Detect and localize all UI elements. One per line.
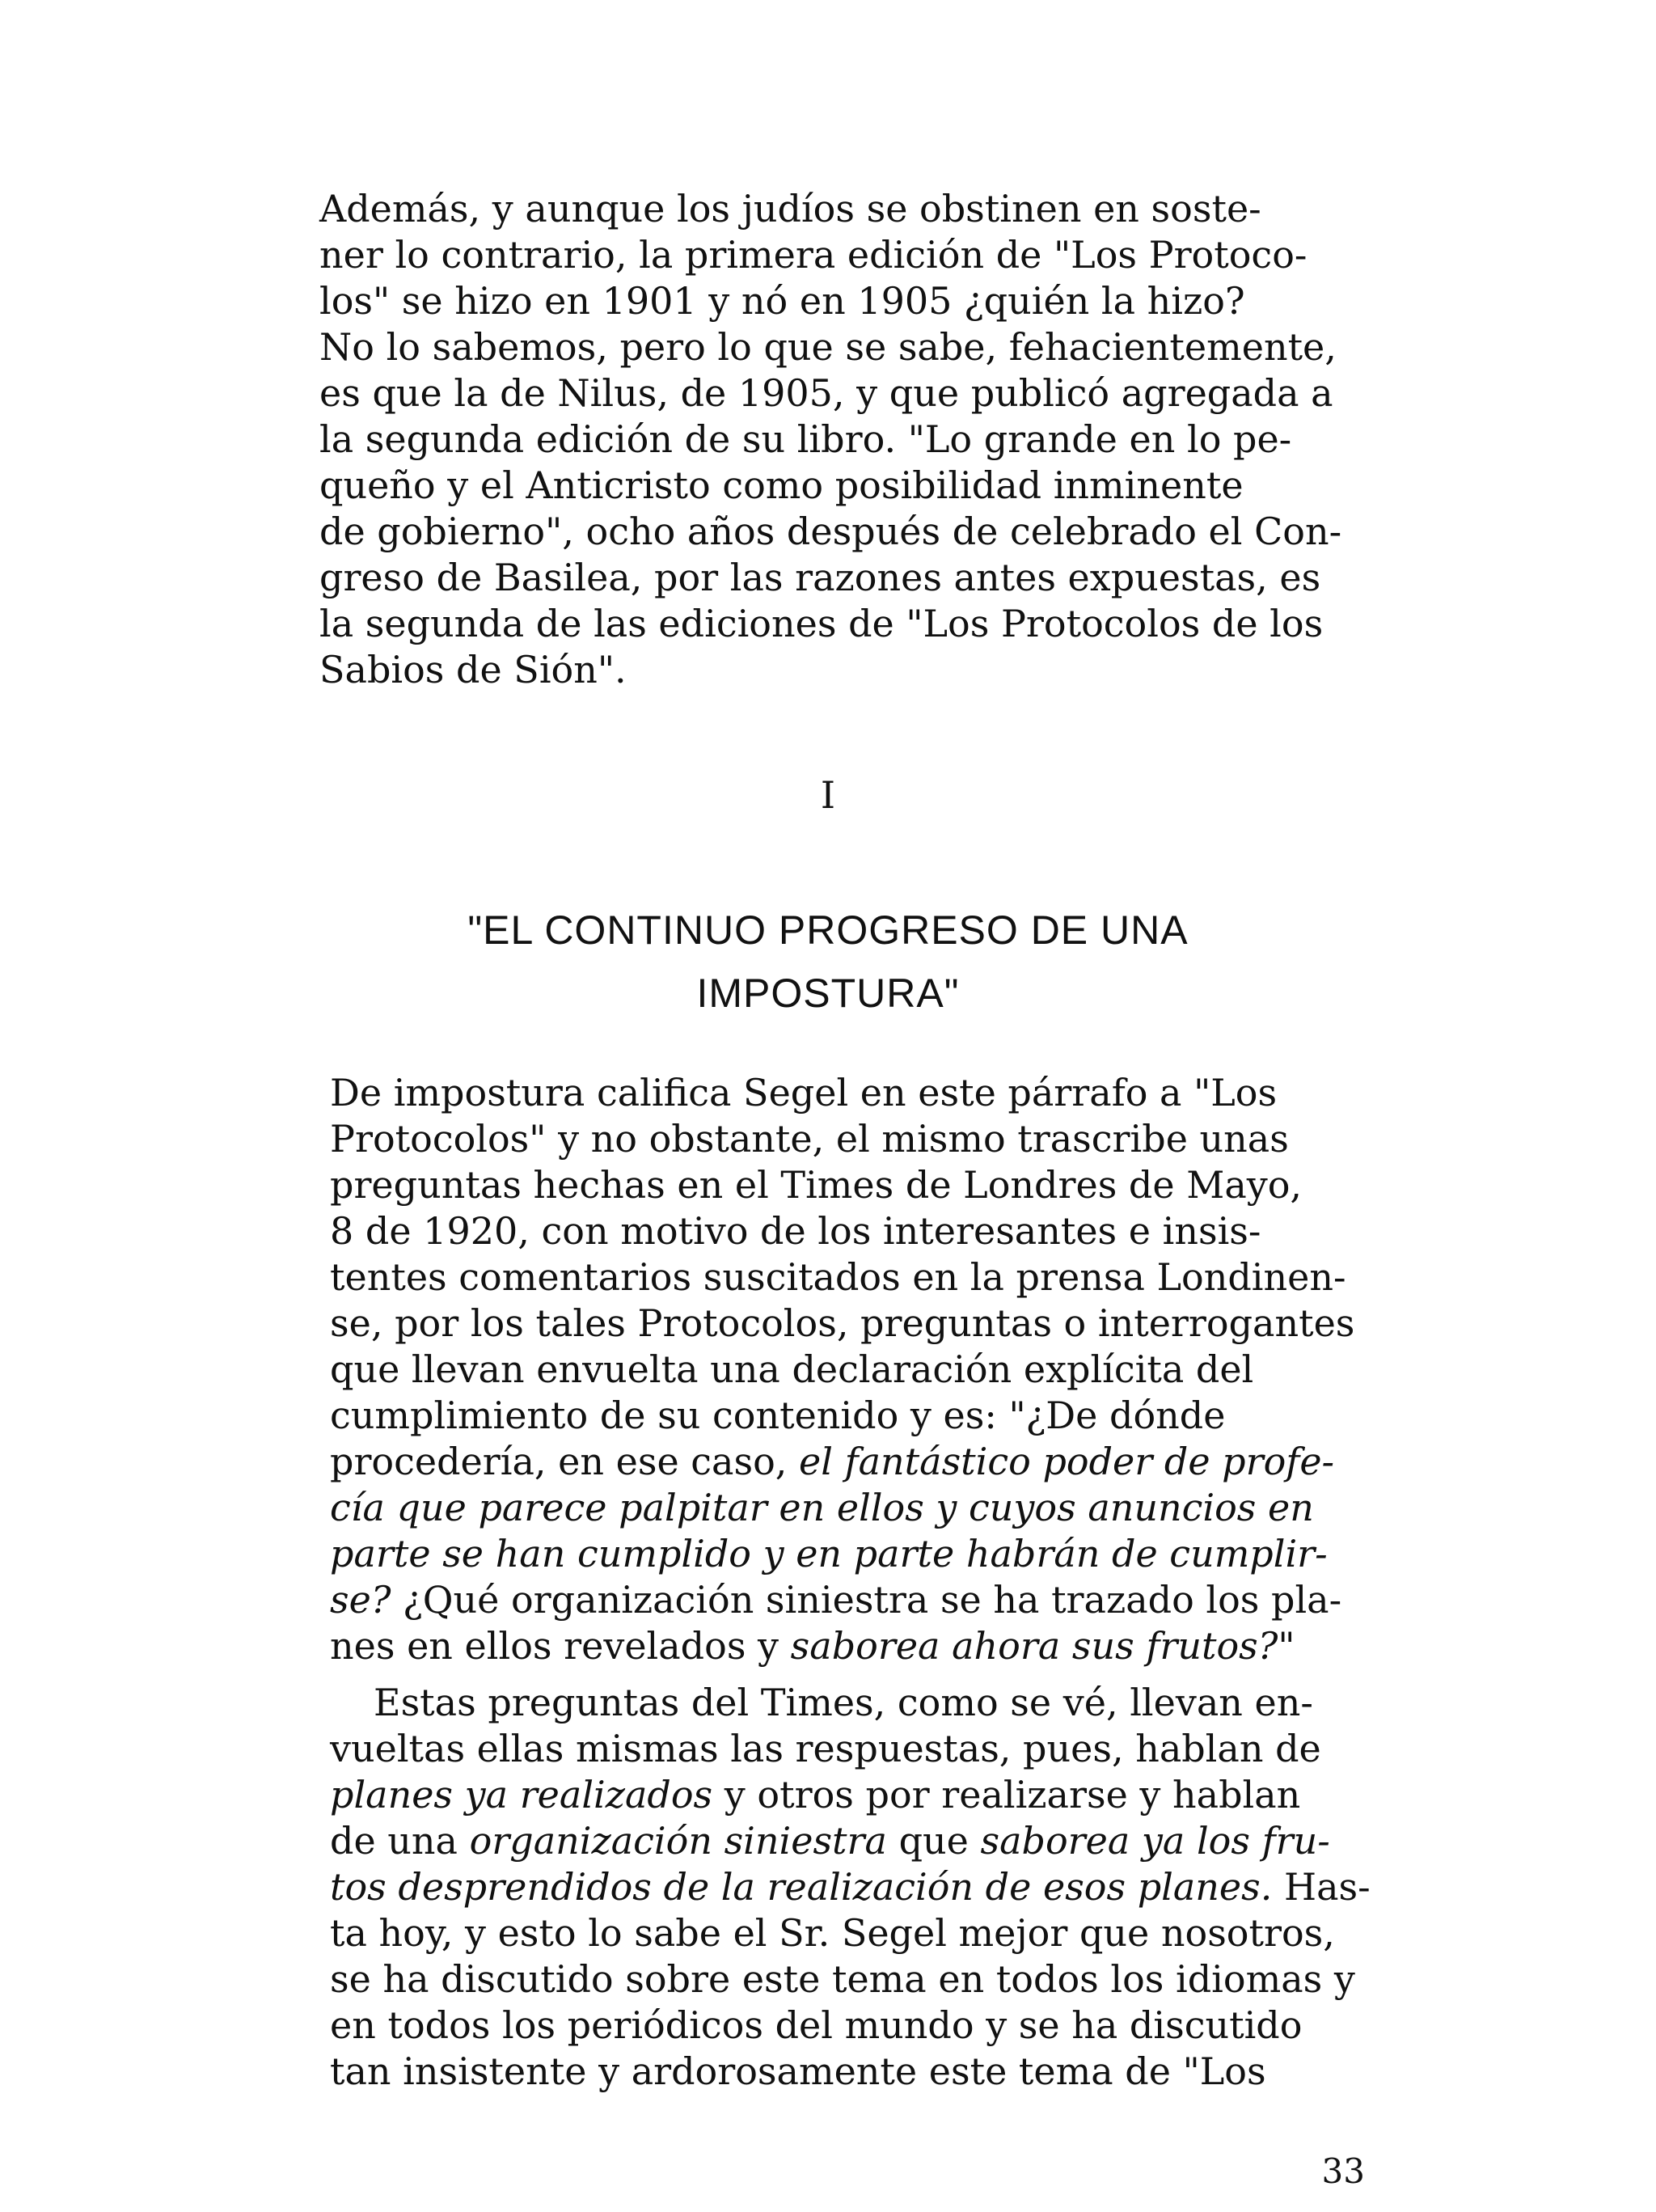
text-line: Además, y aunque los judíos se obstinen en soste- xyxy=(319,187,1261,231)
text-line: ner lo contrario, la primera edición de "Los Protoco- xyxy=(319,233,1307,277)
text-line: vueltas ellas mismas las respuestas, pues, hablan de xyxy=(330,1727,1321,1770)
text-line: se, por los tales Protocolos, preguntas o interrogantes xyxy=(330,1301,1355,1345)
text-line: los" se hizo en 1901 y nó en 1905 ¿quién la hizo? xyxy=(319,279,1245,323)
italic-run: se? xyxy=(330,1578,391,1622)
text-line: Protocolos" y no obstante, el mismo trascribe unas xyxy=(330,1117,1289,1161)
text-line: en todos los periódicos del mundo y se ha discutido xyxy=(330,2003,1303,2047)
text-line: Estas preguntas del Times, como se vé, llevan en- xyxy=(374,1681,1313,1724)
text-line xyxy=(330,1772,1300,1817)
text-line: 8 de 1920, con motivo de los interesantes e insis- xyxy=(330,1209,1261,1253)
text-line: la segunda de las ediciones de "Los Protocolos de los xyxy=(319,602,1324,645)
text-line: queño y el Anticristo como posibilidad inminente xyxy=(319,463,1244,507)
section-title-line-1: "EL CONTINUO PROGRESO DE UNA xyxy=(467,907,1189,953)
page-number: 33 xyxy=(1321,2151,1365,2191)
text-line: de gobierno", ocho años después de celebrado el Con- xyxy=(319,510,1342,553)
text-line: la segunda edición de su libro. "Lo grande en lo pe- xyxy=(319,417,1292,461)
text-run: procedería, en ese caso, xyxy=(330,1440,800,1483)
text-run: Has- xyxy=(1272,1865,1371,1909)
text-run: que xyxy=(886,1819,981,1863)
italic-run: parte se han cumplido y en parte habrán de cumplir- xyxy=(330,1532,1328,1575)
text-line: tentes comentarios suscitados en la prensa Londinen- xyxy=(330,1255,1346,1299)
italic-run: organización siniestra xyxy=(469,1819,887,1863)
text-line xyxy=(330,1864,1371,1910)
text-line: ta hoy, y esto lo sabe el Sr. Segel mejor que nosotros, xyxy=(330,1911,1335,1955)
section-title-line-2: IMPOSTURA" xyxy=(696,971,960,1016)
text-run: y otros por realizarse y hablan xyxy=(712,1773,1301,1817)
text-run: ¿Qué organización siniestra se ha trazado los pla- xyxy=(391,1578,1342,1622)
italic-run: el fantástico poder de profe- xyxy=(799,1440,1335,1483)
text-line: preguntas hechas en el Times de Londres de Mayo, xyxy=(330,1163,1303,1207)
text-line xyxy=(330,1577,1341,1622)
text-line: tan insistente y ardorosamente este tema de "Los xyxy=(330,2049,1266,2093)
text-line: Sabios de Sión". xyxy=(319,648,627,692)
text-line xyxy=(330,1485,1314,1530)
text-run: nes en ellos revelados y xyxy=(330,1624,791,1668)
text-line: No lo sabemos, pero lo que se sabe, fehacientemente, xyxy=(319,325,1337,369)
text-line: es que la de Nilus, de 1905, y que publicó agregada a xyxy=(319,371,1333,415)
text-line: De impostura califica Segel en este párrafo a "Los xyxy=(330,1071,1278,1114)
text-line xyxy=(330,1439,1334,1484)
italic-run: tos desprendidos de la realización de esos planes. xyxy=(330,1865,1273,1909)
text-line: cumplimiento de su contenido y es: "¿De dónde xyxy=(330,1394,1226,1437)
italic-run: planes ya realizados xyxy=(330,1773,713,1817)
text-line: que llevan envuelta una declaración explícita del xyxy=(330,1347,1254,1391)
text-run: de una xyxy=(330,1819,470,1863)
text-line xyxy=(330,1531,1328,1576)
text-line xyxy=(330,1818,1330,1863)
text-line: greso de Basilea, por las razones antes expuestas, es xyxy=(319,556,1321,599)
italic-run: saborea ahora sus frutos?" xyxy=(790,1624,1295,1668)
text-line xyxy=(330,1623,1295,1669)
italic-run: cía que parece palpitar en ellos y cuyos anuncios en xyxy=(330,1486,1314,1529)
italic-run: saborea ya los fru- xyxy=(980,1819,1330,1863)
text-line: se ha discutido sobre este tema en todos los idiomas y xyxy=(330,1957,1355,2001)
section-numeral: I xyxy=(820,773,836,817)
